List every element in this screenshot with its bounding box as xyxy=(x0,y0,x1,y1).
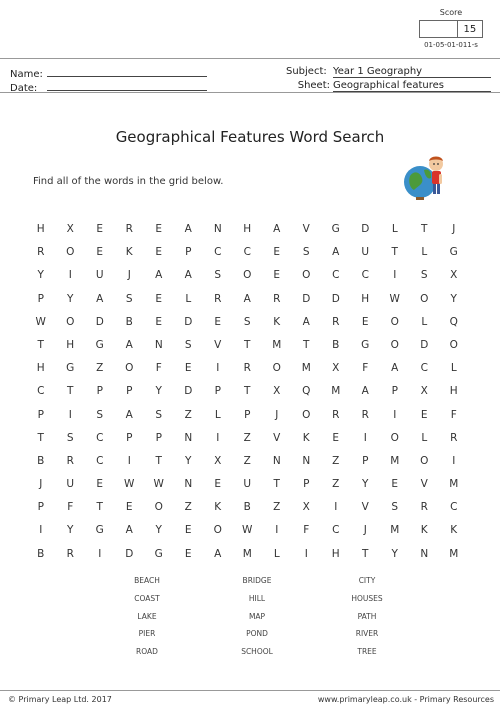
grid-letter: X xyxy=(273,385,281,398)
sheet-value: Geographical features xyxy=(333,80,491,92)
grid-letter: W xyxy=(153,478,164,491)
grid-letter: T xyxy=(96,501,103,514)
grid-letter: I xyxy=(393,408,397,421)
grid-row xyxy=(26,288,469,311)
grid-letter: R xyxy=(361,408,369,421)
grid-letter: I xyxy=(39,524,43,537)
grid-letter: N xyxy=(184,431,193,444)
grid-letter: M xyxy=(449,547,459,560)
grid-letter: F xyxy=(155,362,162,375)
grid-letter: B xyxy=(243,501,251,514)
grid-letter: B xyxy=(125,315,133,328)
word-list-item: HOUSES xyxy=(351,593,383,603)
grid-letter: T xyxy=(37,338,44,351)
grid-letter: B xyxy=(332,338,340,351)
grid-letter: C xyxy=(420,362,428,375)
grid-letter: L xyxy=(421,431,428,444)
word-list-item: MAP xyxy=(248,611,266,621)
grid-letter: X xyxy=(214,454,222,467)
grid-letter: S xyxy=(184,338,192,351)
grid-letter: J xyxy=(452,223,456,235)
grid-row xyxy=(26,427,469,450)
grid-letter: G xyxy=(95,524,104,537)
grid-letter: C xyxy=(96,431,104,444)
grid-row xyxy=(26,450,469,473)
subject-label: Subject: xyxy=(286,66,327,77)
sheet-field xyxy=(286,80,491,92)
grid-letter: A xyxy=(214,547,222,560)
grid-letter: O xyxy=(390,431,399,444)
grid-letter: L xyxy=(214,408,221,421)
grid-letter: S xyxy=(391,501,399,514)
grid-letter: I xyxy=(68,408,72,421)
grid-letter: E xyxy=(420,408,428,421)
grid-letter: G xyxy=(449,246,458,259)
grid-letter: F xyxy=(450,408,457,421)
grid-letter: R xyxy=(420,501,428,514)
grid-letter: S xyxy=(125,292,133,305)
grid-letter: E xyxy=(96,478,104,491)
footer-rule xyxy=(0,690,500,691)
grid-letter: T xyxy=(391,246,398,259)
grid-letter: D xyxy=(184,315,193,328)
grid-letter: E xyxy=(214,478,222,491)
grid-letter: C xyxy=(361,269,369,282)
word-list-item: POND xyxy=(246,629,268,639)
grid-row xyxy=(26,404,469,427)
grid-letter: T xyxy=(244,385,251,398)
grid-letter: P xyxy=(214,385,221,398)
grid-letter: I xyxy=(363,431,367,444)
grid-letter: O xyxy=(420,292,429,305)
grid-letter: B xyxy=(37,547,45,560)
grid-letter: M xyxy=(301,362,311,375)
grid-letter: O xyxy=(272,362,281,375)
grid-letter: J xyxy=(39,478,43,491)
grid-letter: I xyxy=(127,454,131,467)
grid-letter: M xyxy=(390,524,400,537)
grid-letter: P xyxy=(244,408,251,421)
grid-letter: K xyxy=(273,315,281,328)
website-text: www.primaryleap.co.uk - Primary Resources xyxy=(317,695,494,704)
grid-letter: Y xyxy=(185,454,192,467)
word-list-item: HILL xyxy=(248,593,266,603)
grid-letter: Z xyxy=(184,501,192,514)
grid-row xyxy=(26,519,469,542)
grid-letter: Q xyxy=(449,315,458,328)
date-label: Date: xyxy=(10,83,38,94)
grid-letter: H xyxy=(66,338,75,351)
header-top-rule xyxy=(0,58,500,59)
grid-letter: T xyxy=(273,478,280,491)
grid-letter: X xyxy=(66,223,74,235)
grid-letter: G xyxy=(331,223,340,235)
grid-letter: A xyxy=(125,338,133,351)
grid-letter: A xyxy=(273,223,281,235)
grid-letter: Z xyxy=(332,478,340,491)
grid-letter: O xyxy=(243,269,252,282)
grid-row xyxy=(26,334,469,357)
grid-letter: T xyxy=(37,431,44,444)
word-list-item: BRIDGE xyxy=(242,576,272,585)
grid-letter: T xyxy=(362,547,369,560)
grid-letter: U xyxy=(361,246,370,259)
grid-letter: E xyxy=(184,362,192,375)
score-input-box xyxy=(419,20,457,38)
grid-row xyxy=(26,543,469,566)
grid-letter: W xyxy=(242,524,253,537)
grid-letter: S xyxy=(214,269,222,282)
word-list-item: TREE xyxy=(357,647,377,657)
grid-letter: K xyxy=(302,431,310,444)
grid-letter: S xyxy=(96,408,104,421)
grid-letter: R xyxy=(125,223,133,235)
grid-letter: S xyxy=(302,246,310,259)
grid-letter: Z xyxy=(332,454,340,467)
grid-row xyxy=(26,241,469,264)
grid-letter: P xyxy=(126,385,133,398)
grid-letter: C xyxy=(37,385,45,398)
word-search-grid xyxy=(26,218,469,566)
grid-letter: I xyxy=(98,547,102,560)
grid-letter: Y xyxy=(155,524,162,537)
grid-letter: C xyxy=(332,524,340,537)
grid-letter: T xyxy=(155,454,162,467)
grid-letter: Z xyxy=(243,454,251,467)
word-list-item: SCHOOL xyxy=(241,647,273,657)
grid-letter: R xyxy=(332,408,340,421)
grid-letter: E xyxy=(155,223,163,235)
grid-letter: P xyxy=(37,292,44,305)
word-list-item: RIVER xyxy=(355,629,379,639)
grid-letter: T xyxy=(303,338,310,351)
grid-letter: W xyxy=(35,315,46,328)
grid-letter: R xyxy=(450,431,458,444)
grid-letter: J xyxy=(363,524,367,537)
word-list-item: PATH xyxy=(357,611,377,621)
score-block xyxy=(419,8,483,49)
name-label: Name: xyxy=(10,69,43,80)
score-total: 15 xyxy=(457,20,483,38)
subject-field xyxy=(286,66,491,78)
grid-letter: A xyxy=(125,408,133,421)
grid-letter: R xyxy=(273,292,281,305)
grid-letter: A xyxy=(391,362,399,375)
grid-letter: C xyxy=(96,454,104,467)
grid-letter: D xyxy=(331,292,340,305)
grid-letter: W xyxy=(389,292,400,305)
grid-letter: L xyxy=(450,362,457,375)
grid-letter: A xyxy=(96,292,104,305)
word-list-item: LAKE xyxy=(137,611,157,621)
grid-letter: O xyxy=(302,269,311,282)
sheet-code: 01-05-01-011-s xyxy=(424,41,478,49)
grid-letter: P xyxy=(96,385,103,398)
grid-letter: H xyxy=(243,223,252,235)
grid-letter: E xyxy=(125,501,133,514)
grid-letter: J xyxy=(275,408,279,421)
grid-letter: F xyxy=(67,501,74,514)
grid-letter: T xyxy=(244,338,251,351)
grid-letter: H xyxy=(331,547,340,560)
grid-letter: N xyxy=(420,547,429,560)
grid-letter: Z xyxy=(243,431,251,444)
grid-letter: V xyxy=(273,431,281,444)
grid-letter: L xyxy=(185,292,192,305)
grid-letter: C xyxy=(332,269,340,282)
grid-letter: E xyxy=(332,431,340,444)
grid-letter: G xyxy=(361,338,370,351)
grid-letter: G xyxy=(66,362,75,375)
grid-letter: B xyxy=(37,454,45,467)
grid-letter: D xyxy=(302,292,311,305)
grid-letter: H xyxy=(449,385,458,398)
grid-letter: X xyxy=(420,385,428,398)
grid-row xyxy=(26,264,469,287)
grid-letter: A xyxy=(125,524,133,537)
grid-row xyxy=(26,496,469,519)
grid-letter: R xyxy=(243,362,251,375)
grid-letter: N xyxy=(154,338,163,351)
grid-letter: X xyxy=(302,501,310,514)
word-list-item: ROAD xyxy=(136,647,158,657)
grid-letter: O xyxy=(449,338,458,351)
grid-letter: R xyxy=(37,246,45,259)
name-field xyxy=(10,66,207,80)
grid-letter: Y xyxy=(67,292,74,305)
grid-letter: A xyxy=(332,246,340,259)
grid-letter: O xyxy=(66,246,75,259)
grid-letter: X xyxy=(332,362,340,375)
word-list-item: COAST xyxy=(134,593,160,603)
grid-letter: O xyxy=(390,315,399,328)
word-list-item: PIER xyxy=(138,629,156,639)
grid-letter: H xyxy=(361,292,370,305)
grid-letter: C xyxy=(243,246,251,259)
grid-letter: P xyxy=(391,385,398,398)
grid-letter: Y xyxy=(37,269,44,282)
grid-letter: Y xyxy=(155,385,162,398)
grid-letter: Z xyxy=(184,408,192,421)
grid-letter: Y xyxy=(67,524,74,537)
word-list-item: BEACH xyxy=(134,576,160,585)
grid-letter: N xyxy=(272,454,281,467)
grid-letter: V xyxy=(420,478,428,491)
grid-letter: P xyxy=(37,501,44,514)
grid-letter: O xyxy=(390,338,399,351)
grid-letter: E xyxy=(391,478,399,491)
grid-letter: S xyxy=(243,315,251,328)
grid-letter: A xyxy=(302,315,310,328)
grid-letter: M xyxy=(390,454,400,467)
grid-letter: I xyxy=(393,269,397,282)
grid-letter: T xyxy=(421,223,428,235)
grid-letter: F xyxy=(362,362,369,375)
copyright-text: © Primary Leap Ltd. 2017 xyxy=(8,695,112,704)
grid-letter: H xyxy=(36,223,45,235)
grid-letter: Y xyxy=(362,478,369,491)
child-with-globe-illustration xyxy=(398,150,450,202)
grid-letter: M xyxy=(449,478,459,491)
grid-letter: E xyxy=(184,547,192,560)
grid-letter: M xyxy=(242,547,252,560)
grid-letter: O xyxy=(66,315,75,328)
grid-letter: S xyxy=(66,431,74,444)
grid-letter: K xyxy=(214,501,222,514)
grid-letter: I xyxy=(68,269,72,282)
grid-letter: X xyxy=(450,269,458,282)
grid-letter: D xyxy=(125,547,134,560)
grid-letter: I xyxy=(216,362,220,375)
grid-letter: A xyxy=(243,292,251,305)
grid-letter: K xyxy=(420,524,428,537)
grid-letter: A xyxy=(184,269,192,282)
grid-letter: D xyxy=(420,338,429,351)
grid-letter: M xyxy=(331,385,341,398)
grid-letter: O xyxy=(302,408,311,421)
grid-letter: P xyxy=(362,454,369,467)
grid-letter: I xyxy=(275,524,279,537)
grid-letter: C xyxy=(214,246,222,259)
grid-letter: N xyxy=(302,454,311,467)
grid-letter: P xyxy=(185,246,192,259)
grid-letter: I xyxy=(452,454,456,467)
grid-letter: K xyxy=(125,246,133,259)
grid-letter: Z xyxy=(273,501,281,514)
grid-letter: D xyxy=(95,315,104,328)
grid-letter: I xyxy=(334,501,338,514)
grid-letter: F xyxy=(303,524,310,537)
grid-letter: E xyxy=(361,315,369,328)
grid-letter: W xyxy=(124,478,135,491)
grid-letter: E xyxy=(155,292,163,305)
grid-row xyxy=(26,473,469,496)
name-line xyxy=(47,66,207,77)
grid-letter: V xyxy=(361,501,369,514)
grid-letter: Z xyxy=(96,362,104,375)
grid-letter: E xyxy=(155,246,163,259)
grid-letter: Y xyxy=(391,547,398,560)
grid-row xyxy=(26,380,469,403)
grid-letter: E xyxy=(273,269,281,282)
grid-letter: A xyxy=(361,385,369,398)
grid-letter: P xyxy=(37,408,44,421)
grid-letter: O xyxy=(213,524,222,537)
grid-letter: R xyxy=(66,547,74,560)
grid-letter: R xyxy=(332,315,340,328)
header-bottom-rule xyxy=(0,92,500,93)
grid-letter: E xyxy=(214,315,222,328)
grid-letter: U xyxy=(66,478,75,491)
grid-letter: P xyxy=(155,431,162,444)
word-list-item: CITY xyxy=(358,576,376,585)
grid-letter: O xyxy=(125,362,134,375)
grid-letter: S xyxy=(155,408,163,421)
grid-letter: P xyxy=(126,431,133,444)
grid-letter: E xyxy=(184,524,192,537)
grid-letter: A xyxy=(155,269,163,282)
grid-letter: E xyxy=(96,223,104,235)
grid-letter: I xyxy=(216,431,220,444)
grid-row xyxy=(26,357,469,380)
grid-letter: U xyxy=(243,478,252,491)
grid-letter: R xyxy=(214,292,222,305)
instructions-text: Find all of the words in the grid below. xyxy=(33,176,224,187)
sheet-label: Sheet: xyxy=(297,80,330,91)
grid-letter: L xyxy=(273,547,280,560)
grid-letter: O xyxy=(154,501,163,514)
grid-letter: E xyxy=(273,246,281,259)
grid-letter: P xyxy=(303,478,310,491)
grid-letter: G xyxy=(154,547,163,560)
grid-letter: H xyxy=(36,362,45,375)
grid-letter: C xyxy=(450,501,458,514)
grid-letter: I xyxy=(304,547,308,560)
score-label: Score xyxy=(439,8,463,17)
grid-letter: V xyxy=(214,338,222,351)
page-title: Geographical Features Word Search xyxy=(115,128,385,146)
grid-letter: M xyxy=(272,338,282,351)
grid-letter: K xyxy=(450,524,458,537)
grid-letter: A xyxy=(184,223,192,235)
grid-letter: G xyxy=(95,338,104,351)
grid-letter: N xyxy=(184,478,193,491)
word-list xyxy=(92,572,422,661)
grid-letter: E xyxy=(96,246,104,259)
grid-letter: Q xyxy=(302,385,311,398)
grid-letter: L xyxy=(391,223,398,235)
grid-letter: T xyxy=(67,385,74,398)
grid-letter: S xyxy=(420,269,428,282)
subject-value: Year 1 Geography xyxy=(333,66,491,78)
grid-row xyxy=(26,311,469,334)
grid-letter: D xyxy=(184,385,193,398)
date-line xyxy=(47,80,207,91)
grid-letter: V xyxy=(302,223,310,235)
grid-letter: E xyxy=(155,315,163,328)
grid-letter: R xyxy=(66,454,74,467)
grid-letter: U xyxy=(95,269,104,282)
grid-letter: L xyxy=(421,246,428,259)
grid-letter: J xyxy=(127,269,131,282)
grid-letter: L xyxy=(421,315,428,328)
grid-letter: N xyxy=(213,223,222,235)
grid-row xyxy=(26,218,469,241)
grid-letter: Y xyxy=(450,292,457,305)
grid-letter: O xyxy=(420,454,429,467)
grid-letter: D xyxy=(361,223,370,235)
score-boxes xyxy=(419,20,483,38)
